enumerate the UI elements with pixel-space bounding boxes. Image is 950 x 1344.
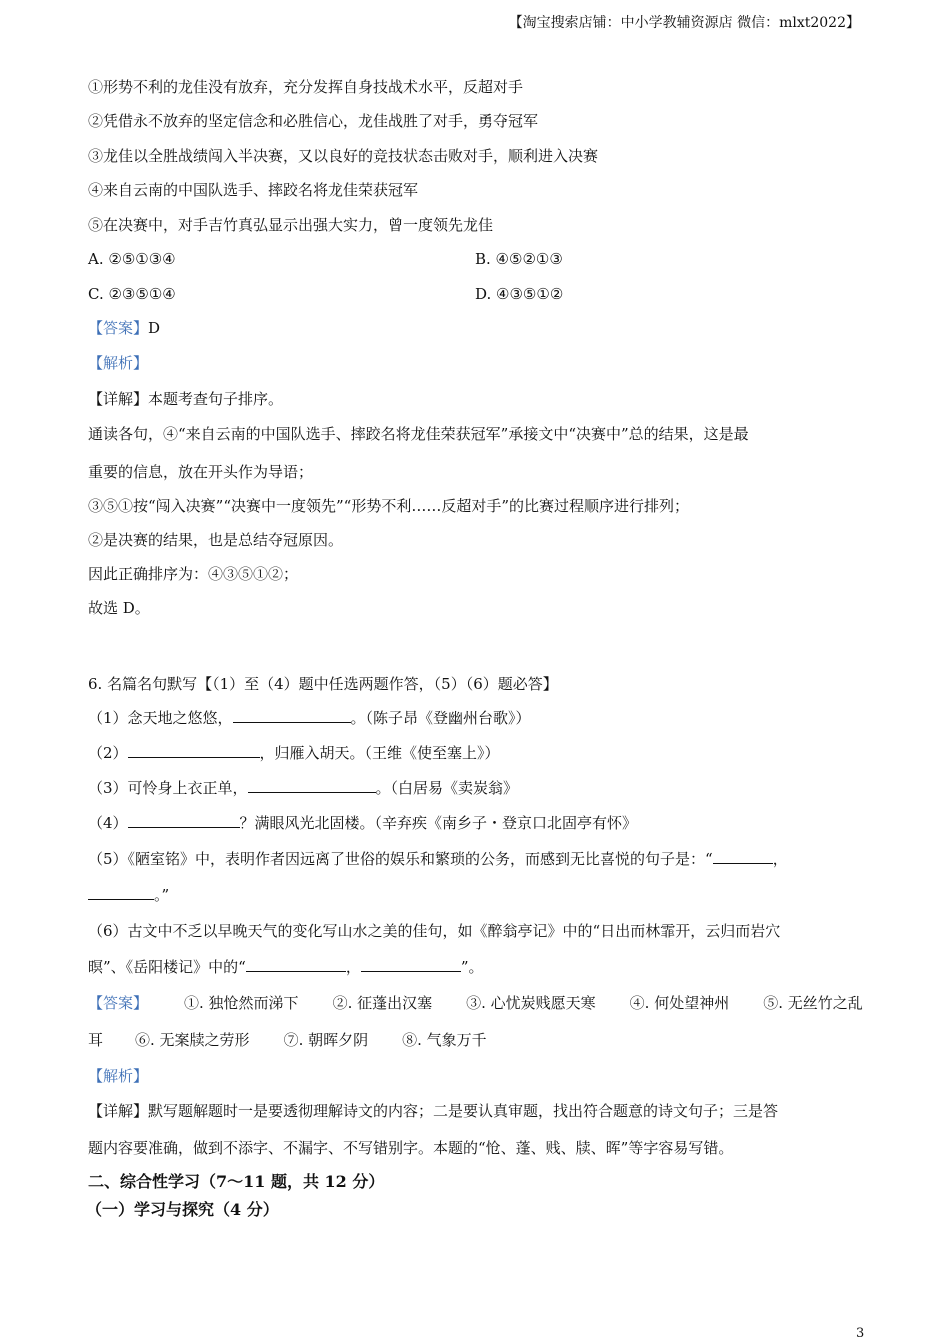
q6-s4-post: ？满眼风光北固楼。（辛弃疾《南乡子・登京口北固亭有怀》 — [239, 814, 638, 832]
fill-blank[interactable] — [246, 957, 346, 972]
fill-blank[interactable] — [713, 849, 773, 864]
q5-item-3: ③龙佳以全胜战绩闯入半决赛，又以良好的竞技状态击败对手，顺利进入决赛 — [88, 147, 599, 165]
fill-blank[interactable] — [233, 708, 351, 723]
q6-s1-post: 。（陈子昂《登幽州台歌》） — [350, 709, 531, 727]
q6-title: 6. 名篇名句默写【（1）至（4）题中任选两题作答，（5）（6）题必答】 — [88, 675, 558, 693]
section-2-title: 二、综合性学习（7～11 题，共 12 分） — [88, 1172, 385, 1191]
q5-item-4: ④来自云南的中国队选手、摔跤名将龙佳荣获冠军 — [88, 181, 419, 199]
q6-s4-pre: （4） — [88, 814, 128, 832]
q6-s3-post: 。（白居易《卖炭翁》 — [375, 779, 519, 797]
q5-item-2: ②凭借永不放弃的坚定信念和必胜信心，龙佳战胜了对手，勇夺冠军 — [88, 112, 539, 130]
q6-s6-end: ”。 — [460, 958, 484, 976]
page-number: 3 — [856, 1326, 865, 1341]
q6-sub-6-line-1: （6）古文中不乏以早晚天气的变化写山水之美的佳句，如《醉翁亭记》中的“日出而林霏开，云归而岩穴 — [88, 922, 781, 940]
q6-s6-pre: 暝”、《岳阳楼记》中的“ — [88, 958, 246, 976]
q5-answer: D — [148, 319, 161, 337]
q6-detail-1: 【详解】默写题解题时一是要透彻理解诗文的内容；二是要认真审题，找出符合题意的诗文句子；三是答 — [88, 1102, 779, 1120]
q5-item-1: ①形势不利的龙佳没有放弃，充分发挥自身技战术水平，反超对手 — [88, 78, 524, 96]
q5-analysis-tag: 【解析】 — [88, 354, 149, 372]
q6-answer-4: ④. 何处望神州 — [629, 994, 730, 1012]
q5-detail-7: 故选 D。 — [88, 599, 150, 617]
q6-sub-5-line-1 — [88, 848, 788, 870]
q6-s6-comma: ， — [345, 958, 361, 976]
q5-answer-line — [88, 317, 160, 339]
fill-blank[interactable] — [88, 885, 154, 900]
fill-blank[interactable] — [248, 778, 376, 793]
q6-sub-6-line-2 — [88, 956, 484, 978]
q5-detail-1: 【详解】本题考查句子排序。 — [88, 390, 284, 408]
q5-option-a: A. ②⑤①③④ — [88, 250, 176, 268]
q5-option-c: C. ②③⑤①④ — [88, 285, 176, 303]
q6-answer-3: ③. 心忧炭贱愿天寒 — [466, 994, 596, 1012]
answer-tag: 【答案】 — [88, 994, 149, 1012]
q6-s2-post: ，归雁入胡天。（王维《使至塞上》） — [259, 744, 500, 762]
q5-detail-5: ②是决赛的结果，也是总结夺冠原因。 — [88, 531, 344, 549]
q6-s5-comma: ， — [772, 850, 788, 868]
page-header: 【淘宝搜索店铺：中小学教辅资源店 微信：mlxt2022】 — [508, 15, 860, 31]
q5-detail-4: ③⑤①按“闯入决赛”“决赛中一度领先”“形势不利……反超对手”的比赛过程顺序进行排列； — [88, 497, 690, 515]
q6-s5-end: 。” — [154, 886, 170, 904]
q5-option-d: D. ④③⑤①② — [475, 285, 564, 303]
q5-detail-6: 因此正确排序为：④③⑤①②； — [88, 565, 299, 583]
q6-answer-5-end: 耳 — [88, 1031, 104, 1049]
q6-detail-2: 题内容要准确，做到不添字、不漏字、不写错别字。本题的“怆、蓬、贱、牍、晖”等字容易写错。 — [88, 1139, 734, 1157]
q6-answer-2: ②. 征蓬出汉塞 — [332, 994, 433, 1012]
q6-answer-8: ⑧. 气象万千 — [402, 1031, 487, 1049]
q5-detail-3: 重要的信息，放在开头作为导语； — [88, 463, 314, 481]
section-2-subtitle: （一）学习与探究（4 分） — [86, 1200, 279, 1219]
q6-answer-5: ⑤. 无丝竹之乱 — [763, 994, 863, 1012]
q5-item-5: ⑤在决赛中，对手吉竹真弘显示出强大实力，曾一度领先龙佳 — [88, 216, 494, 234]
q6-answer-6: ⑥. 无案牍之劳形 — [135, 1031, 250, 1049]
fill-blank[interactable] — [128, 813, 240, 828]
q6-s5-text: （5）《陋室铭》中，表明作者因远离了世俗的娱乐和繁琐的公务，而感到无比喜悦的句子是：“ — [88, 850, 713, 868]
q6-s3-pre: （3）可怜身上衣正单， — [88, 779, 248, 797]
q6-answer-line-2 — [88, 1029, 487, 1051]
q6-sub-3 — [88, 777, 518, 799]
q5-detail-2: 通读各句，④“来自云南的中国队选手、摔跤名将龙佳荣获冠军”承接文中“决赛中”总的结果，这是最 — [88, 425, 749, 443]
q6-answer-7: ⑦. 朝晖夕阴 — [283, 1031, 369, 1049]
q6-sub-5-line-2 — [88, 884, 169, 906]
fill-blank[interactable] — [361, 957, 461, 972]
q6-sub-2 — [88, 742, 500, 764]
q6-sub-1 — [88, 707, 531, 729]
q5-option-b: B. ④⑤②①③ — [475, 250, 563, 268]
q6-analysis-tag: 【解析】 — [88, 1067, 149, 1085]
answer-tag: 【答案】 — [88, 319, 149, 337]
q6-answer-line-1 — [88, 992, 863, 1014]
q6-s1-pre: （1）念天地之悠悠， — [88, 709, 233, 727]
q6-s2-pre: （2） — [88, 744, 128, 762]
q6-answer-1: ①. 独怆然而涕下 — [184, 994, 299, 1012]
q6-sub-4 — [88, 812, 637, 834]
fill-blank[interactable] — [128, 743, 260, 758]
